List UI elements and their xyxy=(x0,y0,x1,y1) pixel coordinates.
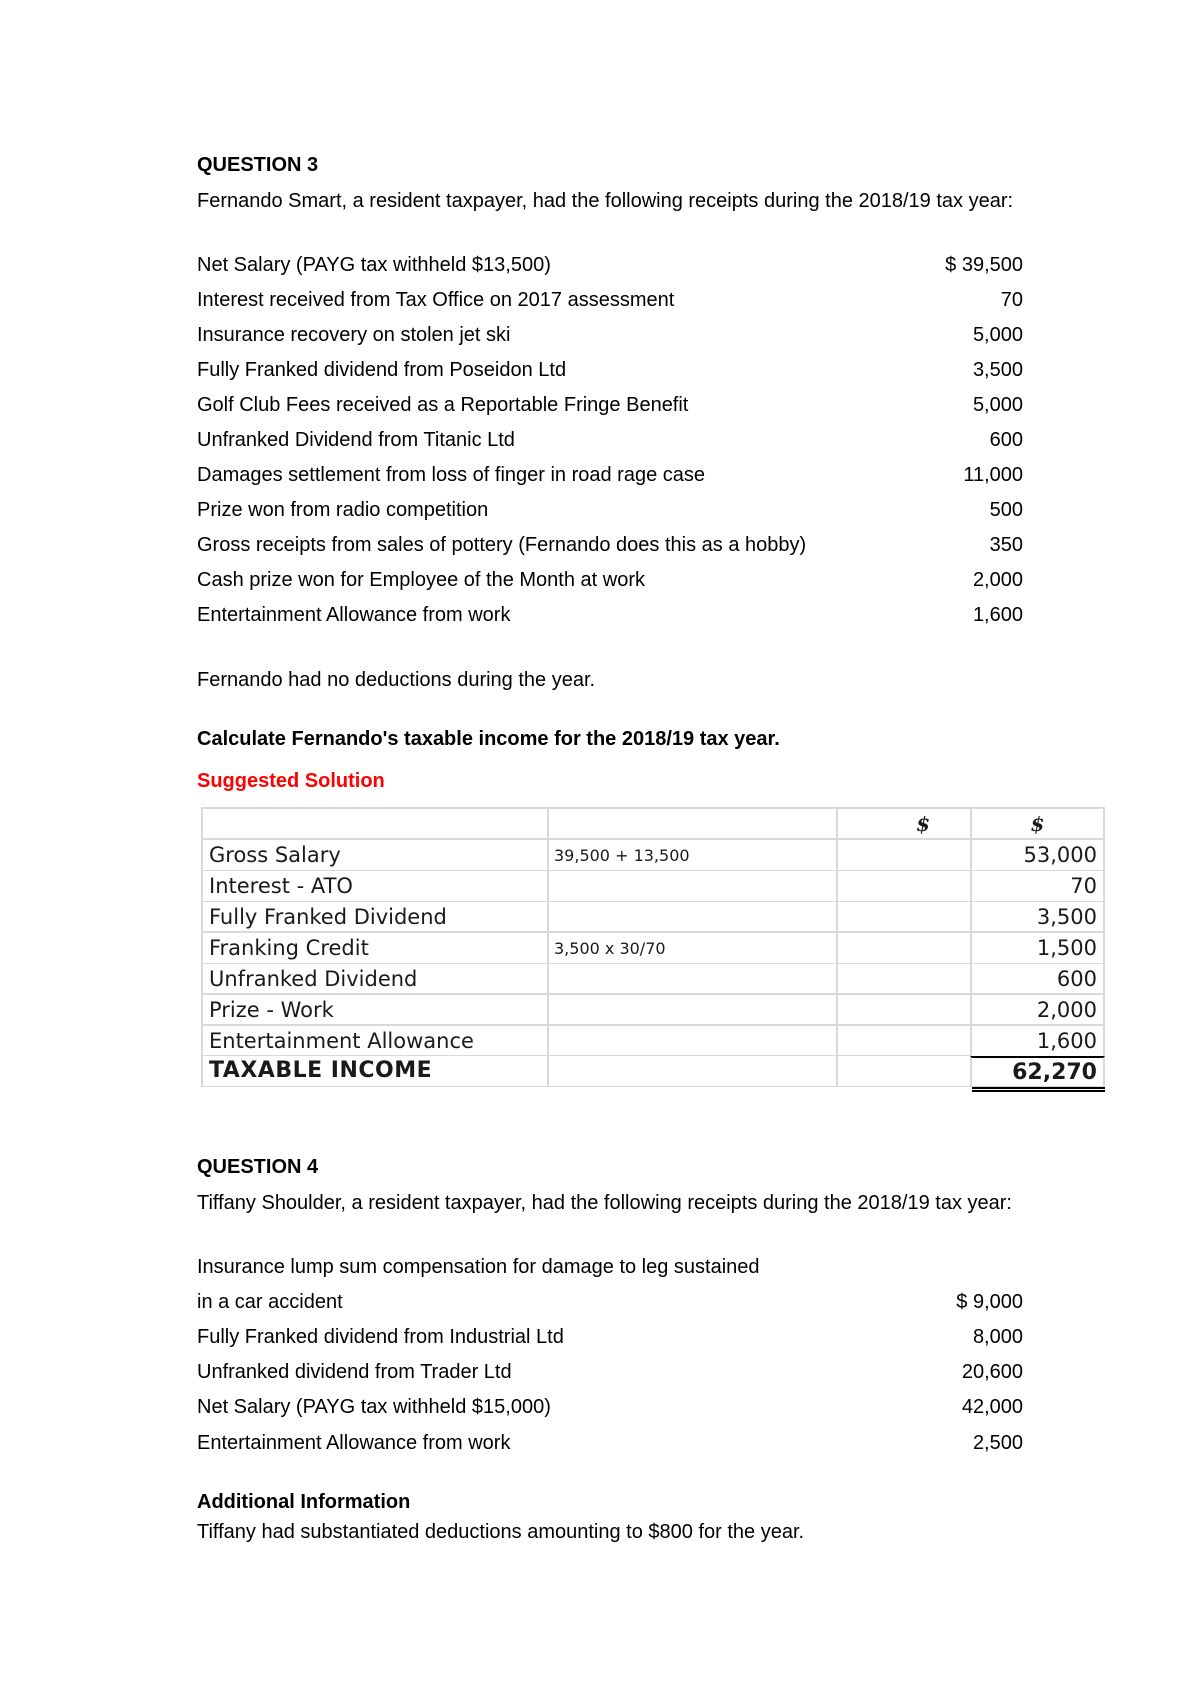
row-sub xyxy=(836,902,970,931)
suggested-solution-label: Suggested Solution xyxy=(197,770,385,792)
table-total-row xyxy=(201,1056,1105,1087)
receipt-label: Golf Club Fees received as a Reportable Fringe Benefit xyxy=(197,394,689,416)
header-cell-dollar: $ xyxy=(836,809,970,838)
row-item: Entertainment Allowance xyxy=(201,1026,547,1056)
receipt-amount: $ 9,000 xyxy=(956,1291,1023,1313)
row-sub xyxy=(836,871,970,901)
row-amount: 1,500 xyxy=(970,933,1105,963)
additional-info-heading: Additional Information xyxy=(197,1491,411,1513)
receipt-label: Cash prize won for Employee of the Month at work xyxy=(197,569,645,591)
receipt-item xyxy=(197,1394,1023,1420)
receipt-item xyxy=(197,252,1023,278)
receipt-amount: 11,000 xyxy=(963,464,1023,486)
row-item: Interest - ATO xyxy=(201,871,547,901)
row-working xyxy=(547,871,836,901)
receipt-amount: 3,500 xyxy=(972,359,1023,381)
row-sub xyxy=(836,1026,970,1056)
receipt-label: Insurance recovery on stolen jet ski xyxy=(197,324,511,346)
receipt-label: Fully Franked dividend from Poseidon Ltd xyxy=(197,359,567,381)
receipt-amount: 8,000 xyxy=(972,1326,1023,1348)
table-row xyxy=(201,964,1105,995)
table-row xyxy=(201,995,1105,1026)
receipt-amount: 500 xyxy=(989,499,1023,521)
receipt-item xyxy=(197,287,1023,313)
receipt-item xyxy=(197,532,1023,558)
receipt-label: Unfranked Dividend from Titanic Ltd xyxy=(197,429,515,451)
receipt-amount: 1,600 xyxy=(972,604,1023,626)
total-working xyxy=(547,1056,836,1086)
row-amount: 2,000 xyxy=(970,995,1105,1024)
row-working: 39,500 + 13,500 xyxy=(547,840,836,870)
receipt-amount: 5,000 xyxy=(972,394,1023,416)
receipt-item xyxy=(197,1324,1023,1350)
receipt-item xyxy=(197,1289,1023,1315)
row-amount: 3,500 xyxy=(970,902,1105,931)
receipt-label: in a car accident xyxy=(197,1291,343,1313)
table-row xyxy=(201,840,1105,871)
receipt-label: Unfranked dividend from Trader Ltd xyxy=(197,1361,512,1383)
row-item: Franking Credit xyxy=(201,933,547,963)
receipt-label: Entertainment Allowance from work xyxy=(197,604,511,626)
question-4-heading: QUESTION 4 xyxy=(197,1156,319,1178)
receipt-label: Insurance lump sum compensation for damage to leg sustained xyxy=(197,1256,760,1278)
receipt-label: Net Salary (PAYG tax withheld $13,500) xyxy=(197,254,551,276)
receipt-amount: 350 xyxy=(989,534,1023,556)
receipt-item xyxy=(197,462,1023,488)
row-working xyxy=(547,964,836,993)
row-amount: 70 xyxy=(970,871,1105,901)
receipt-item xyxy=(197,392,1023,418)
receipt-label: Damages settlement from loss of finger in road rage case xyxy=(197,464,706,486)
receipt-label: Interest received from Tax Office on 2017 assessment xyxy=(197,289,675,311)
receipt-label: Entertainment Allowance from work xyxy=(197,1432,511,1454)
receipt-item xyxy=(197,567,1023,593)
question-3-heading: QUESTION 3 xyxy=(197,154,319,176)
receipt-amount: 600 xyxy=(989,429,1023,451)
receipt-amount: 42,000 xyxy=(961,1396,1023,1418)
receipt-amount: $ 39,500 xyxy=(945,254,1023,276)
row-amount: 600 xyxy=(970,964,1105,993)
receipt-item xyxy=(197,1430,1023,1456)
receipt-item xyxy=(197,357,1023,383)
receipt-item xyxy=(197,1359,1023,1385)
receipt-label: Gross receipts from sales of pottery (Fernando does this as a hobby) xyxy=(197,534,807,556)
question-3-intro: Fernando Smart, a resident taxpayer, had the following receipts during the 2018/19 tax year: xyxy=(197,190,1014,212)
row-working xyxy=(547,995,836,1024)
receipt-item xyxy=(197,497,1023,523)
receipt-item xyxy=(197,322,1023,348)
question-4-intro: Tiffany Shoulder, a resident taxpayer, had the following receipts during the 2018/19 tax year: xyxy=(197,1192,1012,1214)
row-item: Gross Salary xyxy=(201,840,547,870)
row-sub xyxy=(836,933,970,963)
row-sub xyxy=(836,995,970,1024)
deductions-note: Fernando had no deductions during the year. xyxy=(197,669,596,691)
receipt-amount: 20,600 xyxy=(961,1361,1023,1383)
total-sub xyxy=(836,1056,970,1086)
header-cell-working xyxy=(547,809,836,838)
table-header-row xyxy=(201,807,1105,840)
receipt-amount: 5,000 xyxy=(972,324,1023,346)
row-item: Fully Franked Dividend xyxy=(201,902,547,931)
row-sub xyxy=(836,840,970,870)
receipt-amount: 70 xyxy=(1000,289,1023,311)
receipt-amount: 2,000 xyxy=(972,569,1023,591)
solution-table xyxy=(201,807,1105,1087)
receipt-item xyxy=(197,1254,1023,1280)
total-amount: 62,270 xyxy=(970,1056,1105,1086)
table-row xyxy=(201,933,1105,964)
header-cell-item xyxy=(201,809,547,838)
receipt-label: Net Salary (PAYG tax withheld $15,000) xyxy=(197,1396,551,1418)
row-working xyxy=(547,1026,836,1056)
row-item: Unfranked Dividend xyxy=(201,964,547,993)
header-cell-dollar-total: $ xyxy=(970,809,1105,838)
table-row xyxy=(201,902,1105,933)
row-working: 3,500 x 30/70 xyxy=(547,933,836,963)
table-row xyxy=(201,1026,1105,1056)
receipt-item xyxy=(197,602,1023,628)
row-working xyxy=(547,902,836,931)
receipt-label: Fully Franked dividend from Industrial Ltd xyxy=(197,1326,564,1348)
additional-info-text: Tiffany had substantiated deductions amounting to $800 for the year. xyxy=(197,1521,805,1543)
row-amount: 53,000 xyxy=(970,840,1105,870)
receipt-amount: 2,500 xyxy=(972,1432,1023,1454)
receipt-label: Prize won from radio competition xyxy=(197,499,489,521)
table-row xyxy=(201,871,1105,902)
row-sub xyxy=(836,964,970,993)
receipt-item xyxy=(197,427,1023,453)
row-item: Prize - Work xyxy=(201,995,547,1024)
total-label: TAXABLE INCOME xyxy=(201,1056,547,1086)
task-instruction: Calculate Fernando's taxable income for the 2018/19 tax year. xyxy=(197,728,780,750)
row-amount: 1,600 xyxy=(970,1026,1105,1056)
